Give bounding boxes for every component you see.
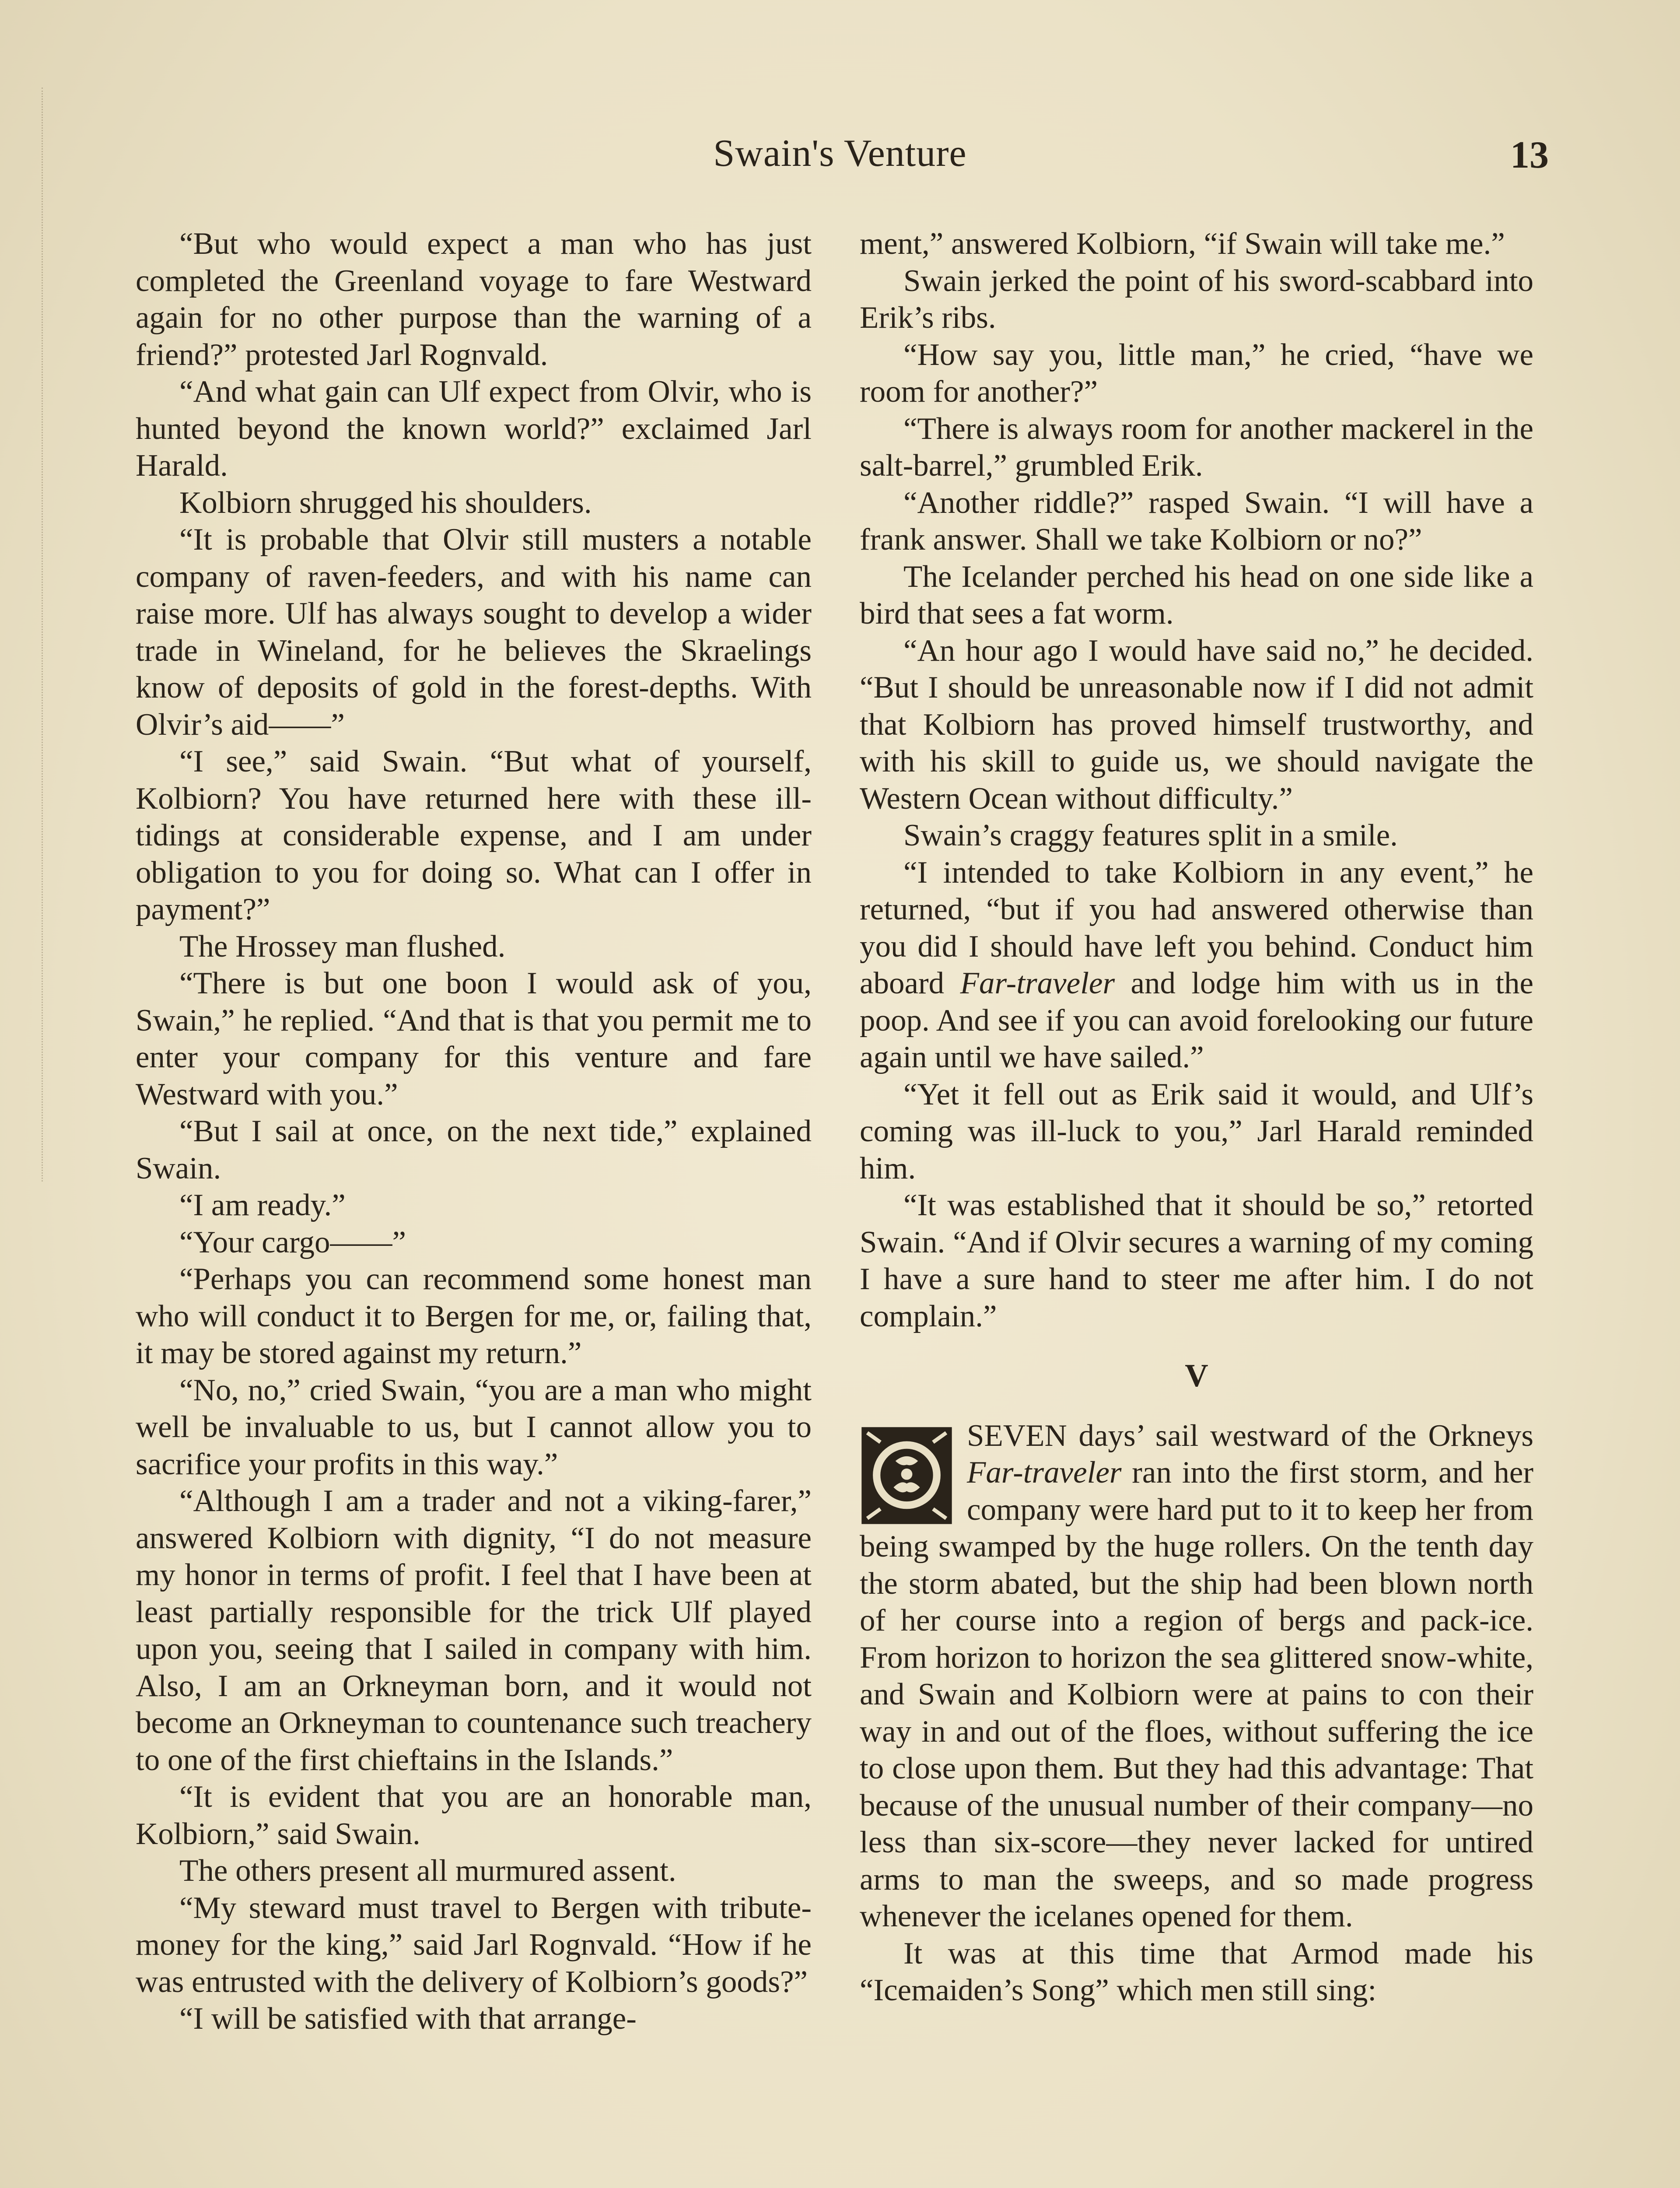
page-number: 13 bbox=[1510, 134, 1549, 176]
paragraph: “Your cargo——” bbox=[179, 1225, 406, 1259]
paragraph: It was at this time that Armod made his “Icemaiden’s Song” which men still sing: bbox=[860, 1936, 1533, 2007]
paragraph: “But I sail at once, on the next tide,” explained Swain. bbox=[136, 1114, 812, 1185]
paragraph: The Hrossey man flushed. bbox=[179, 929, 506, 964]
text-run: “I intended to take Kolbiorn in any event,” he returned, “but if you had answered otherwise than you did I should have left you behind. Conduct him aboard bbox=[860, 855, 1533, 1000]
paragraph: “I see,” said Swain. “But what of yourself, Kolbiorn? You have returned here with these ill-tidings at considerable expense, and I am under obligation to you for doing so. What can I offer in payment?” bbox=[136, 744, 812, 926]
paragraph: Swain’s craggy features split in a smile. bbox=[903, 818, 1398, 852]
right-column bbox=[860, 225, 1533, 2009]
paragraph: Kolbiorn shrugged his shoulders. bbox=[179, 485, 592, 520]
section-heading: V bbox=[1185, 1358, 1208, 1394]
text-run: ran into the first storm, and her company were hard put to it to keep her from being swamped by the huge rollers. On the tenth day the storm abated, but the ship had been blown north of her course into a region of bergs and pack-ice. From horizon to horizon the sea glittered snow-white, and Swain and Kolbiorn were at pains to con their way in and out of the floes, without suffering the ice to close upon them. But they had this advantage: That because of the unusual number of their company—no less than six-score—they never lacked for untired arms to man the sweeps, and so made progress whenever the icelanes opened for them. bbox=[860, 1455, 1533, 1933]
paragraph: The others present all murmured assent. bbox=[179, 1854, 676, 1888]
dropcap-paragraph bbox=[860, 1417, 1533, 1935]
paragraph: “It was established that it should be so,” retorted Swain. “And if Olvir secures a warning of my coming I have a sure hand to steer me after him. I do not complain.” bbox=[860, 1188, 1533, 1333]
paragraph: “There is but one boon I would ask of you, Swain,” he replied. “And that is that you permit me to enter your company for this venture and fare Westward with you.” bbox=[136, 966, 812, 1112]
paragraph bbox=[860, 854, 1533, 1076]
paragraph: “It is evident that you are an honorable man, Kolbiorn,” said Swain. bbox=[136, 1780, 812, 1851]
binding-margin bbox=[42, 88, 60, 1182]
paragraph: “My steward must travel to Bergen with tribute-money for the king,” said Jarl Rognvald. “How if he was entrusted with the delivery of Kolbiorn’s goods?” bbox=[136, 1890, 812, 1999]
left-column bbox=[136, 225, 812, 2037]
text-run: SEVEN days’ sail westward of the Orkneys bbox=[967, 1418, 1533, 1453]
paragraph: “I will be satisfied with that arrange- bbox=[179, 2002, 637, 2036]
paragraph: “Yet it fell out as Erik said it would, and Ulf’s coming was ill-luck to you,” Jarl Harald reminded him. bbox=[860, 1077, 1533, 1185]
paragraph: “Another riddle?” rasped Swain. “I will have a frank answer. Shall we take Kolbiorn or no?” bbox=[860, 485, 1533, 557]
running-title: Swain's Venture bbox=[713, 132, 967, 175]
paragraph: “And what gain can Ulf expect from Olvir, who is hunted beyond the known world?” exclaimed Jarl Harald. bbox=[136, 375, 812, 483]
ship-name: Far-traveler bbox=[960, 966, 1115, 1000]
text-run: and lodge him with us in the poop. And see if you can avoid forelooking our future again until we have sailed.” bbox=[860, 966, 1534, 1074]
paragraph: “I am ready.” bbox=[179, 1188, 346, 1222]
paragraph: Swain jerked the point of his sword-scabbard into Erik’s ribs. bbox=[860, 263, 1533, 335]
paragraph: “Although I am a trader and not a viking-farer,” answered Kolbiorn with dignity, “I do not measure my honor in terms of profit. I feel that I have been at least partially responsible for the trick Ulf played upon you, seeing that I sailed in company with him. Also, I am an Orkneyman born, and it would not become an Orkneyman to countenance such treachery to one of the first chieftains in the Islands.” bbox=[136, 1484, 812, 1777]
paragraph: “But who would expect a man who has just completed the Greenland voyage to fare Westward again for no other purpose than the warning of a friend?” protested Jarl Rognvald. bbox=[136, 227, 812, 372]
ship-name: Far-traveler bbox=[967, 1455, 1122, 1490]
paragraph: The Icelander perched his head on one side like a bird that sees a fat worm. bbox=[860, 559, 1533, 631]
paragraph: “No, no,” cried Swain, “you are a man who might well be invaluable to us, but I cannot allow you to sacrifice your profits in this way.” bbox=[136, 1373, 812, 1481]
paragraph: “Perhaps you can recommend some honest man who will conduct it to Bergen for me, or, failing that, it may be stored against my return.” bbox=[136, 1262, 812, 1370]
paragraph: “It is probable that Olvir still musters a notable company of raven-feeders, and with his name can raise more. Ulf has always sought to develop a wider trade in Wineland, for he believes the Skraelings know of deposits of gold in the forest-depths. With Olvir’s aid——” bbox=[136, 522, 812, 742]
paragraph: “There is always room for another mackerel in the salt-barrel,” grumbled Erik. bbox=[860, 411, 1533, 483]
page-header bbox=[131, 131, 1549, 193]
paragraph: “An hour ago I would have said no,” he decided. “But I should be unreasonable now if I did not admit that Kolbiorn has proved himself trustworthy, and with his skill to guide us, we should navigate the Western Ocean without difficulty.” bbox=[860, 633, 1533, 816]
paragraph: “How say you, little man,” he cried, “have we room for another?” bbox=[860, 337, 1533, 409]
paragraph-continued: ment,” answered Kolbiorn, “if Swain will take me.” bbox=[860, 227, 1505, 261]
ornamental-initial-icon bbox=[860, 1425, 954, 1526]
